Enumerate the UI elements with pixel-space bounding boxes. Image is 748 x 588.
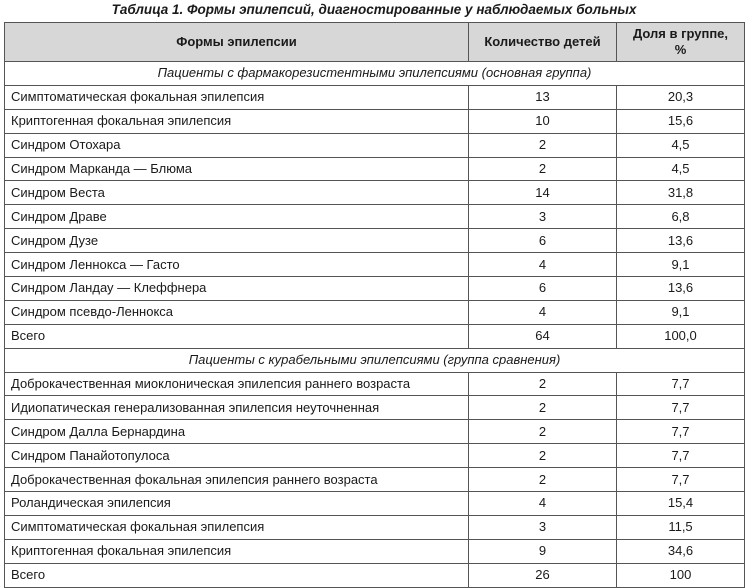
table-row [5, 133, 745, 157]
count-cell: 3 [469, 515, 617, 539]
table-row [5, 85, 745, 109]
header-forms: Формы эпилепсии [5, 23, 469, 62]
table-row [5, 468, 745, 492]
form-cell: Синдром Марканда — Блюма [5, 157, 469, 181]
group-header-row [5, 62, 745, 86]
form-cell: Синдром Отохара [5, 133, 469, 157]
share-cell: 13,6 [617, 229, 745, 253]
form-cell: Доброкачественная миоклоническая эпилепсия раннего возраста [5, 372, 469, 396]
form-cell: Синдром Леннокса — Гасто [5, 253, 469, 277]
share-cell: 13,6 [617, 277, 745, 301]
count-cell: 9 [469, 539, 617, 563]
count-cell: 2 [469, 372, 617, 396]
table-row [5, 300, 745, 324]
share-cell: 6,8 [617, 205, 745, 229]
table-row [5, 372, 745, 396]
header-row [5, 23, 745, 62]
total-count: 26 [469, 563, 617, 587]
table-caption: Таблица 1. Формы эпилепсий, диагностированные у наблюдаемых больных [111, 2, 637, 17]
count-cell: 2 [469, 157, 617, 181]
share-cell: 7,7 [617, 420, 745, 444]
group-title: Пациенты с фармакорезистентными эпилепсиями (основная группа) [5, 62, 745, 86]
table-row [5, 492, 745, 516]
total-count: 64 [469, 324, 617, 348]
form-cell: Роландическая эпилепсия [5, 492, 469, 516]
form-cell: Криптогенная фокальная эпилепсия [5, 539, 469, 563]
share-cell: 7,7 [617, 396, 745, 420]
header-share-line1: Доля в группе, [632, 26, 729, 41]
count-cell: 6 [469, 229, 617, 253]
table-row [5, 277, 745, 301]
table-row [5, 539, 745, 563]
share-cell: 7,7 [617, 444, 745, 468]
share-cell: 9,1 [617, 300, 745, 324]
header-share [617, 23, 745, 62]
table-row [5, 109, 745, 133]
share-cell: 4,5 [617, 157, 745, 181]
share-cell: 11,5 [617, 515, 745, 539]
share-cell: 34,6 [617, 539, 745, 563]
share-cell: 15,6 [617, 109, 745, 133]
total-label: Всего [5, 324, 469, 348]
count-cell: 2 [469, 444, 617, 468]
header-count: Количество детей [469, 23, 617, 62]
table-row [5, 205, 745, 229]
group-header-row [5, 348, 745, 372]
count-cell: 4 [469, 492, 617, 516]
form-cell: Симптоматическая фокальная эпилепсия [5, 85, 469, 109]
total-label: Всего [5, 563, 469, 587]
table-row [5, 396, 745, 420]
table-row [5, 181, 745, 205]
total-share: 100 [617, 563, 745, 587]
form-cell: Синдром Дузе [5, 229, 469, 253]
share-cell: 7,7 [617, 468, 745, 492]
count-cell: 2 [469, 133, 617, 157]
count-cell: 2 [469, 420, 617, 444]
total-row [5, 324, 745, 348]
form-cell: Симптоматическая фокальная эпилепсия [5, 515, 469, 539]
count-cell: 6 [469, 277, 617, 301]
form-cell: Доброкачественная фокальная эпилепсия раннего возраста [5, 468, 469, 492]
table-row [5, 444, 745, 468]
share-cell: 7,7 [617, 372, 745, 396]
count-cell: 4 [469, 253, 617, 277]
share-cell: 9,1 [617, 253, 745, 277]
count-cell: 10 [469, 109, 617, 133]
count-cell: 14 [469, 181, 617, 205]
table-row [5, 253, 745, 277]
form-cell: Синдром Драве [5, 205, 469, 229]
table-row [5, 420, 745, 444]
form-cell: Синдром Далла Бернардина [5, 420, 469, 444]
table-row [5, 515, 745, 539]
form-cell: Синдром Веста [5, 181, 469, 205]
group-title: Пациенты с курабельными эпилепсиями (группа сравнения) [5, 348, 745, 372]
total-share: 100,0 [617, 324, 745, 348]
count-cell: 3 [469, 205, 617, 229]
share-cell: 15,4 [617, 492, 745, 516]
header-share-line2: % [674, 42, 687, 57]
share-cell: 4,5 [617, 133, 745, 157]
form-cell: Синдром Панайотопулоса [5, 444, 469, 468]
form-cell: Идиопатическая генерализованная эпилепсия неуточненная [5, 396, 469, 420]
total-row [5, 563, 745, 587]
form-cell: Криптогенная фокальная эпилепсия [5, 109, 469, 133]
count-cell: 2 [469, 468, 617, 492]
form-cell: Синдром псевдо-Леннокса [5, 300, 469, 324]
count-cell: 4 [469, 300, 617, 324]
table-row [5, 229, 745, 253]
count-cell: 2 [469, 396, 617, 420]
form-cell: Синдром Ландау — Клеффнера [5, 277, 469, 301]
share-cell: 31,8 [617, 181, 745, 205]
share-cell: 20,3 [617, 85, 745, 109]
epilepsy-forms-table [4, 22, 745, 588]
table-row [5, 157, 745, 181]
count-cell: 13 [469, 85, 617, 109]
